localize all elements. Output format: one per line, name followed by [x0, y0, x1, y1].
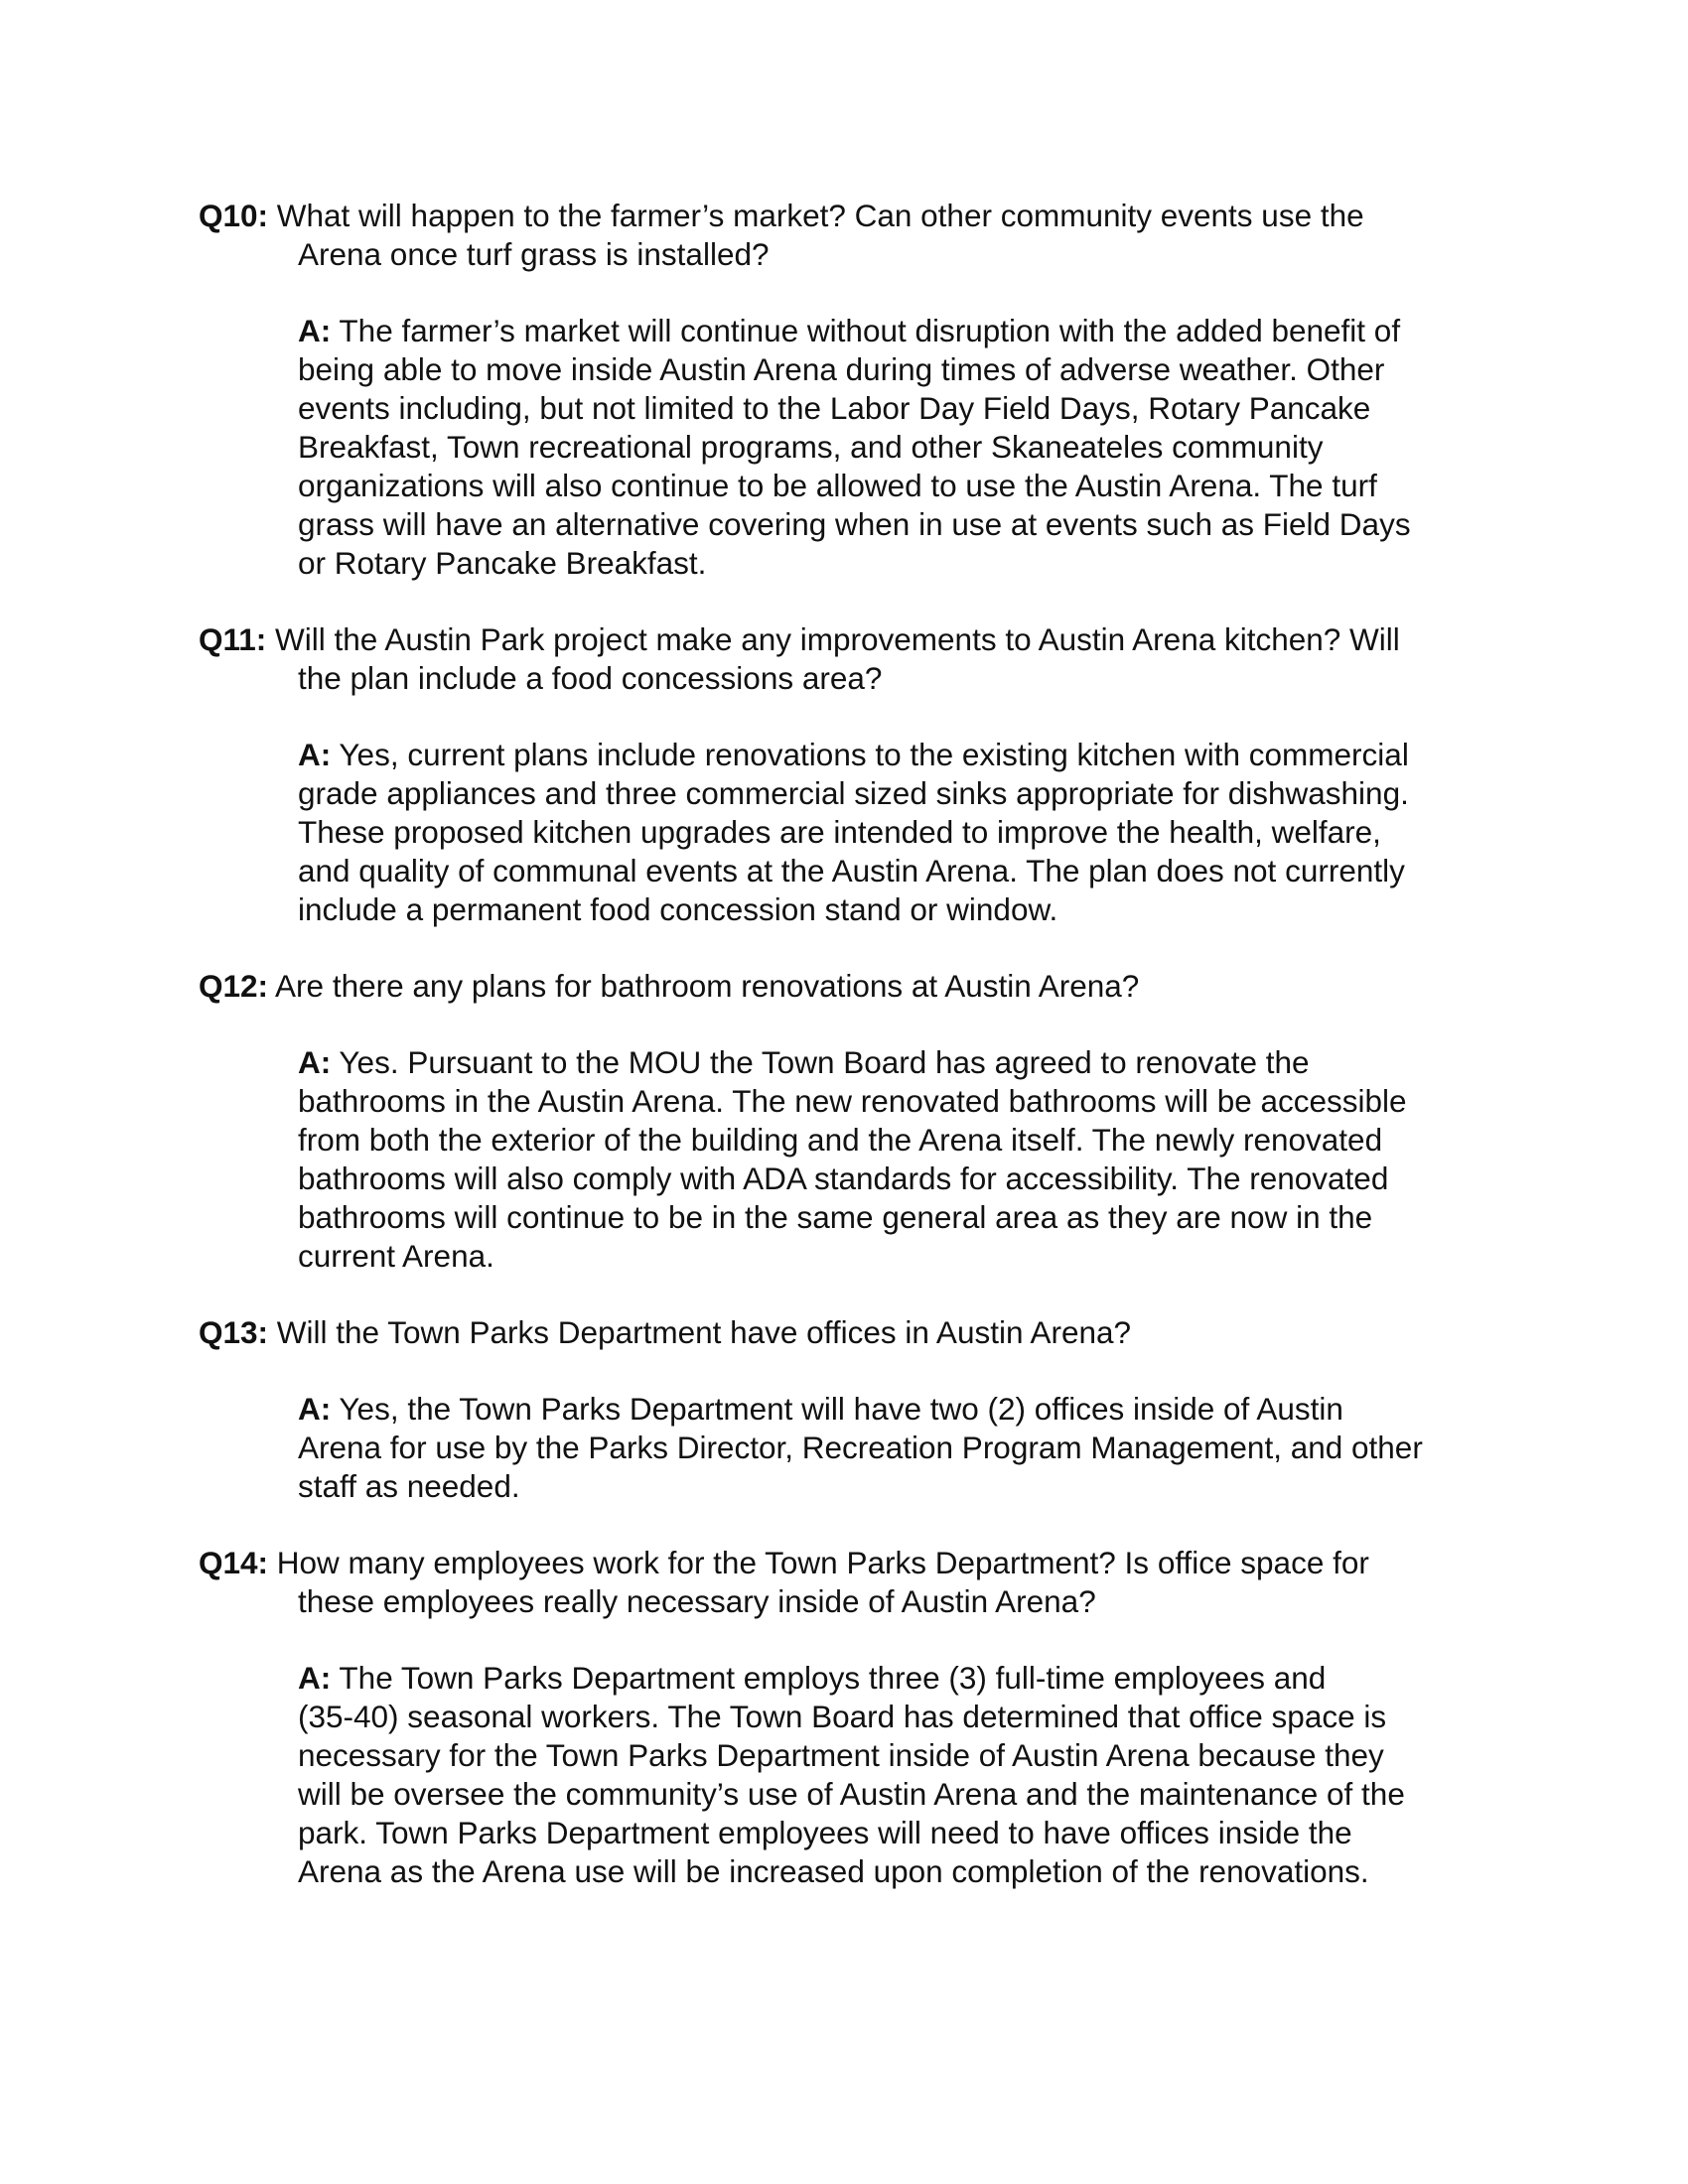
- question-text: How many employees work for the Town Parks Department? Is office space for these employees really necessary inside of Austin Arena?: [276, 1545, 1369, 1619]
- answer-text: Yes. Pursuant to the MOU the Town Board has agreed to renovate the bathrooms in the Austin Arena. The new renovated bathrooms will be accessible from both the exterior of the building and the Arena itself. The newly renovated bathrooms will also comply with ADA standards for accessibility. The renovated bathrooms will continue to be in the same general area as they are now in the current Arena.: [298, 1044, 1407, 1274]
- answer-label: A:: [298, 313, 332, 348]
- answer-text: Yes, the Town Parks Department will have two (2) offices inside of Austin Arena for use by the Parks Director, Recreation Program Management, and other staff as needed.: [298, 1391, 1423, 1504]
- question-label: Q11:: [199, 621, 267, 657]
- question-text: Will the Austin Park project make any improvements to Austin Arena kitchen? Will the plan include a food concessions area?: [275, 621, 1400, 696]
- question-text: What will happen to the farmer’s market? Can other community events use the Arena once turf grass is installed?: [276, 198, 1364, 272]
- question-label: Q12:: [199, 968, 269, 1004]
- answer-label: A:: [298, 737, 332, 772]
- question-text: Are there any plans for bathroom renovations at Austin Arena?: [268, 968, 1140, 1004]
- answer: [298, 736, 1509, 929]
- question-label: Q10:: [199, 198, 269, 233]
- answer: [298, 1043, 1509, 1276]
- question: [199, 197, 1509, 274]
- faq-item-q14: [199, 1544, 1509, 1891]
- question: [199, 620, 1509, 698]
- question: [199, 1313, 1509, 1352]
- question-text: Will the Town Parks Department have offices in Austin Arena?: [268, 1314, 1132, 1350]
- answer: [298, 1659, 1509, 1891]
- answer-text: Yes, current plans include renovations to the existing kitchen with commercial grade appliances and three commercial sized sinks appropriate for dishwashing. These proposed kitchen upgrades are intended to improve the health, welfare, and quality of communal events at the Austin Arena. The plan does not currently include a permanent food concession stand or window.: [298, 737, 1409, 927]
- faq-item-q13: [199, 1313, 1509, 1506]
- question-label: Q13:: [199, 1314, 269, 1350]
- question: [199, 1544, 1509, 1621]
- answer-text: The Town Parks Department employs three (3) full-time employees and (35-40) seasonal workers. The Town Board has determined that office space is necessary for the Town Parks Department inside of Austin Arena because they will be oversee the community’s use of Austin Arena and the maintenance of the park. Town Parks Department employees will need to have offices inside the Arena as the Arena use will be increased upon completion of the renovations.: [298, 1660, 1405, 1889]
- faq-item-q12: [199, 967, 1509, 1276]
- answer-label: A:: [298, 1391, 332, 1427]
- faq-item-q11: [199, 620, 1509, 929]
- answer-label: A:: [298, 1044, 332, 1080]
- answer-label: A:: [298, 1660, 332, 1696]
- answer: [298, 1390, 1509, 1506]
- answer: [298, 312, 1509, 583]
- document-page: [199, 197, 1509, 1929]
- answer-text: The farmer’s market will continue without disruption with the added benefit of being able to move inside Austin Arena during times of adverse weather. Other events including, but not limited to the Labor Day Field Days, Rotary Pancake Breakfast, Town recreational programs, and other Skaneateles community organizations will also continue to be allowed to use the Austin Arena. The turf grass will have an alternative covering when in use at events such as Field Days or Rotary Pancake Breakfast.: [298, 313, 1411, 581]
- question: [199, 967, 1509, 1006]
- faq-item-q10: [199, 197, 1509, 583]
- question-label: Q14:: [199, 1545, 269, 1580]
